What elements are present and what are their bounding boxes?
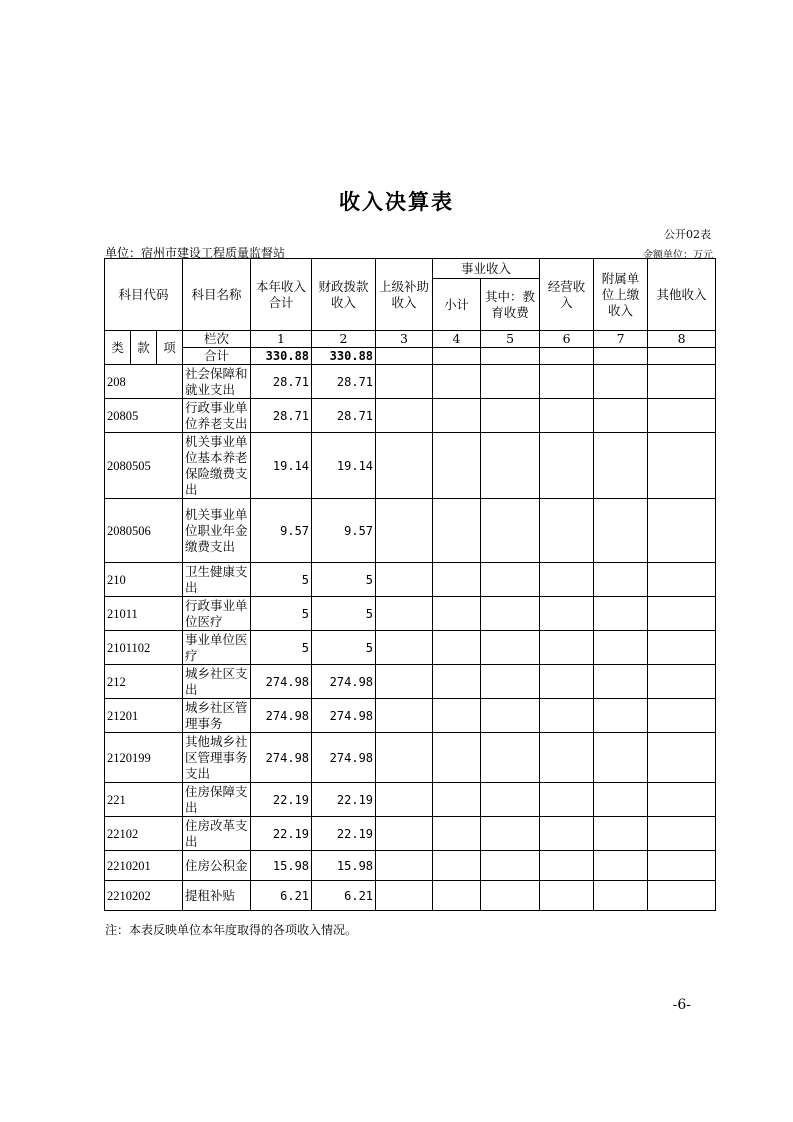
empty-cell [540, 783, 594, 817]
row-total: 28.71 [251, 365, 312, 399]
row-code: 2080505 [105, 433, 183, 499]
row-total: 274.98 [251, 733, 312, 783]
table-row [105, 665, 716, 699]
empty-cell [594, 365, 648, 399]
empty-cell [594, 563, 648, 597]
empty-cell [433, 851, 481, 881]
row-total: 19.14 [251, 433, 312, 499]
header-education-fee: 其中：教育收费 [481, 279, 540, 331]
row-total: 274.98 [251, 665, 312, 699]
header-fiscal: 财政拨款收入 [312, 259, 376, 331]
table-row [105, 783, 716, 817]
empty-cell [481, 365, 540, 399]
row-code: 221 [105, 783, 183, 817]
empty-cell [376, 783, 433, 817]
row-code: 22102 [105, 817, 183, 851]
report-title: 收入决算表 [339, 190, 454, 214]
empty-cell [648, 817, 716, 851]
empty-cell [481, 433, 540, 499]
row-total: 22.19 [251, 783, 312, 817]
row-code: 210 [105, 563, 183, 597]
empty-cell [648, 433, 716, 499]
row-code: 2080506 [105, 499, 183, 563]
empty-cell [648, 699, 716, 733]
row-total: 274.98 [251, 699, 312, 733]
empty-cell [433, 817, 481, 851]
empty-cell [594, 881, 648, 911]
row-fiscal: 5 [312, 563, 376, 597]
header-subject-code: 科目代码 [105, 259, 183, 331]
empty-cell [376, 433, 433, 499]
header-subject-name: 科目名称 [183, 259, 251, 331]
empty-cell [433, 563, 481, 597]
col-num: 7 [594, 331, 648, 348]
col-num: 8 [648, 331, 716, 348]
empty-cell [594, 399, 648, 433]
empty-cell [648, 733, 716, 783]
table-row [105, 631, 716, 665]
empty-cell [540, 817, 594, 851]
row-total: 15.98 [251, 851, 312, 881]
header-other: 其他收入 [648, 259, 716, 331]
row-total: 5 [251, 597, 312, 631]
empty-cell [433, 665, 481, 699]
row-fiscal: 22.19 [312, 817, 376, 851]
empty-cell [433, 365, 481, 399]
col-num: 1 [251, 331, 312, 348]
empty-cell [376, 665, 433, 699]
empty-cell [376, 881, 433, 911]
row-code: 2120199 [105, 733, 183, 783]
header-lei: 类 [105, 331, 131, 365]
empty-cell [594, 631, 648, 665]
col-num: 5 [481, 331, 540, 348]
empty-cell [540, 881, 594, 911]
empty-cell [648, 665, 716, 699]
row-name: 住房公积金 [183, 851, 251, 881]
empty-cell [376, 699, 433, 733]
footnote: 注：本表反映单位本年度取得的各项收入情况。 [105, 923, 358, 937]
empty-cell [594, 733, 648, 783]
empty-cell [433, 733, 481, 783]
header-superior: 上级补助收入 [376, 259, 433, 331]
empty-cell [540, 563, 594, 597]
empty-cell [648, 851, 716, 881]
total-income-value: 330.88 [251, 348, 312, 365]
empty-cell [376, 597, 433, 631]
empty-cell [481, 783, 540, 817]
empty-cell [433, 631, 481, 665]
empty-cell [594, 433, 648, 499]
row-code: 2210201 [105, 851, 183, 881]
row-fiscal: 5 [312, 597, 376, 631]
row-code: 208 [105, 365, 183, 399]
page-number: -6- [672, 997, 691, 1013]
row-fiscal: 6.21 [312, 881, 376, 911]
empty-cell [594, 665, 648, 699]
row-name: 提租补贴 [183, 881, 251, 911]
empty-cell [481, 597, 540, 631]
col-num: 2 [312, 331, 376, 348]
empty-cell [540, 851, 594, 881]
total-label: 合计 [183, 348, 251, 365]
row-fiscal: 274.98 [312, 699, 376, 733]
col-num: 4 [433, 331, 481, 348]
empty-cell [481, 699, 540, 733]
empty-cell [540, 433, 594, 499]
header-xiang: 项 [157, 331, 183, 365]
empty-cell [481, 399, 540, 433]
empty-cell [540, 597, 594, 631]
table-row [105, 699, 716, 733]
row-total: 28.71 [251, 399, 312, 433]
table-row [105, 597, 716, 631]
row-name: 卫生健康支出 [183, 563, 251, 597]
empty-cell [540, 665, 594, 699]
empty-cell [648, 399, 716, 433]
table-row [105, 499, 716, 563]
row-fiscal: 274.98 [312, 665, 376, 699]
row-name: 住房保障支出 [183, 783, 251, 817]
empty-cell [648, 631, 716, 665]
unit-label: 单位：宿州市建设工程质量监督站 [105, 246, 286, 260]
empty-cell [540, 733, 594, 783]
row-name: 其他城乡社区管理事务支出 [183, 733, 251, 783]
empty-cell [594, 783, 648, 817]
row-name: 机关事业单位职业年金缴费支出 [183, 499, 251, 563]
table-row [105, 399, 716, 433]
empty-cell [648, 597, 716, 631]
table-row [105, 881, 716, 911]
empty-cell [481, 733, 540, 783]
empty-cell [481, 665, 540, 699]
row-code: 20805 [105, 399, 183, 433]
row-fiscal: 15.98 [312, 851, 376, 881]
total-row [105, 348, 716, 365]
total-fiscal-value: 330.88 [312, 348, 376, 365]
row-name: 行政事业单位养老支出 [183, 399, 251, 433]
empty-cell [433, 597, 481, 631]
empty-cell [433, 433, 481, 499]
row-fiscal: 5 [312, 631, 376, 665]
empty-cell [376, 499, 433, 563]
empty-cell [540, 365, 594, 399]
row-fiscal: 274.98 [312, 733, 376, 783]
empty-cell [376, 851, 433, 881]
table-row [105, 851, 716, 881]
empty-cell [481, 499, 540, 563]
row-name: 城乡社区管理事务 [183, 699, 251, 733]
table-row [105, 563, 716, 597]
row-fiscal: 9.57 [312, 499, 376, 563]
row-code: 21011 [105, 597, 183, 631]
table-row [105, 733, 716, 783]
row-total: 5 [251, 563, 312, 597]
row-name: 城乡社区支出 [183, 665, 251, 699]
form-number: 公开02表 [664, 228, 711, 241]
row-name: 社会保障和就业支出 [183, 365, 251, 399]
row-total: 6.21 [251, 881, 312, 911]
header-subtotal: 小计 [433, 279, 481, 331]
table-row [105, 433, 716, 499]
empty-cell [594, 499, 648, 563]
row-name: 行政事业单位医疗 [183, 597, 251, 631]
empty-cell [376, 399, 433, 433]
empty-cell [433, 699, 481, 733]
header-kuan: 款 [131, 331, 157, 365]
empty-cell [376, 817, 433, 851]
empty-cell [648, 783, 716, 817]
row-code: 21201 [105, 699, 183, 733]
row-code: 2210202 [105, 881, 183, 911]
empty-cell [481, 851, 540, 881]
empty-cell [376, 563, 433, 597]
empty-cell [648, 563, 716, 597]
empty-cell [540, 399, 594, 433]
income-table [104, 258, 716, 911]
table-row [105, 365, 716, 399]
empty-cell [594, 597, 648, 631]
empty-cell [648, 365, 716, 399]
empty-cell [540, 499, 594, 563]
row-code: 2101102 [105, 631, 183, 665]
header-affiliated: 附属单位上缴收入 [594, 259, 648, 331]
row-fiscal: 19.14 [312, 433, 376, 499]
row-fiscal: 28.71 [312, 399, 376, 433]
header-total-income: 本年收入合计 [251, 259, 312, 331]
row-fiscal: 22.19 [312, 783, 376, 817]
empty-cell [433, 499, 481, 563]
col-num: 6 [540, 331, 594, 348]
empty-cell [433, 881, 481, 911]
empty-cell [376, 631, 433, 665]
empty-cell [594, 851, 648, 881]
header-operating: 经营收入 [540, 259, 594, 331]
empty-cell [540, 699, 594, 733]
empty-cell [433, 399, 481, 433]
empty-cell [433, 783, 481, 817]
row-total: 9.57 [251, 499, 312, 563]
empty-cell [648, 881, 716, 911]
empty-cell [594, 817, 648, 851]
header-business: 事业收入 [433, 259, 540, 279]
empty-cell [481, 817, 540, 851]
row-name: 住房改革支出 [183, 817, 251, 851]
empty-cell [481, 881, 540, 911]
empty-cell [648, 499, 716, 563]
empty-cell [376, 733, 433, 783]
header-lanci: 栏次 [183, 331, 251, 348]
table-row [105, 817, 716, 851]
empty-cell [594, 699, 648, 733]
row-code: 212 [105, 665, 183, 699]
row-total: 22.19 [251, 817, 312, 851]
empty-cell [481, 631, 540, 665]
amount-unit-label: 金额单位：万元 [643, 250, 713, 261]
row-total: 5 [251, 631, 312, 665]
empty-cell [540, 631, 594, 665]
row-name: 事业单位医疗 [183, 631, 251, 665]
empty-cell [481, 563, 540, 597]
col-num: 3 [376, 331, 433, 348]
row-fiscal: 28.71 [312, 365, 376, 399]
row-name: 机关事业单位基本养老保险缴费支出 [183, 433, 251, 499]
empty-cell [376, 365, 433, 399]
